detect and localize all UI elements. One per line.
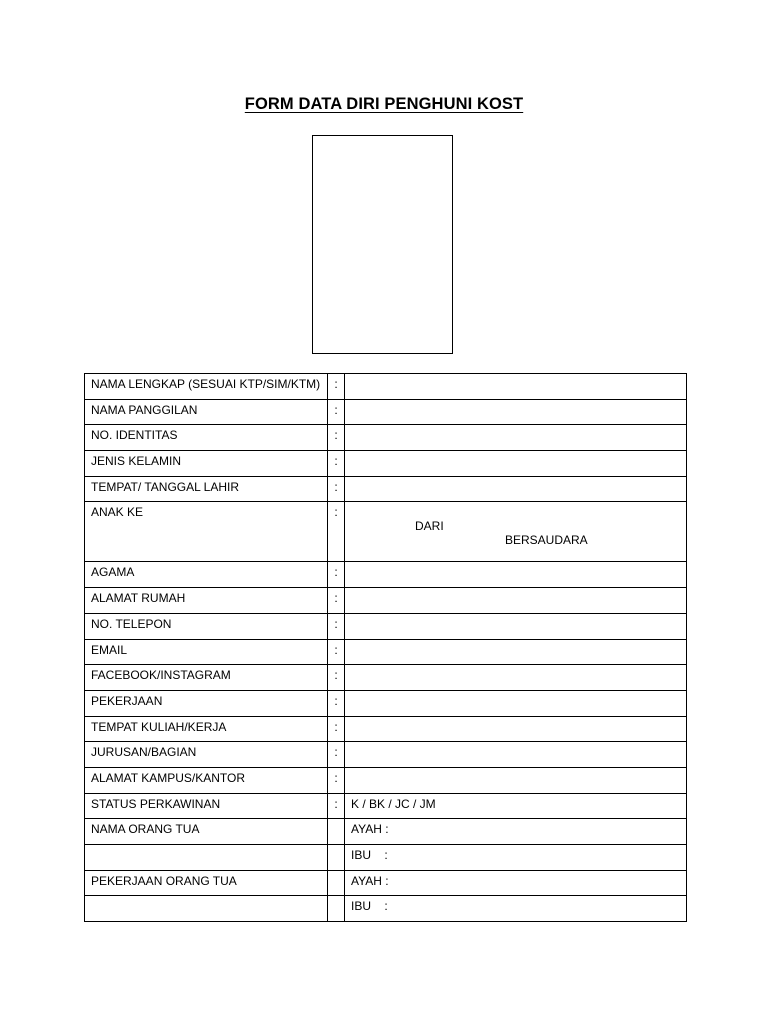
- field-label: NO. TELEPON: [85, 613, 328, 639]
- colon-separator: :: [328, 425, 345, 451]
- personal-data-table: [84, 373, 687, 922]
- field-label: EMAIL: [85, 639, 328, 665]
- table-row: [85, 767, 687, 793]
- table-row: [85, 399, 687, 425]
- field-value[interactable]: [345, 767, 687, 793]
- field-label: STATUS PERKAWINAN: [85, 793, 328, 819]
- colon-separator: :: [328, 502, 345, 562]
- field-label: [85, 845, 328, 871]
- field-value[interactable]: [345, 588, 687, 614]
- colon-separator: :: [328, 374, 345, 400]
- colon-separator: [328, 870, 345, 896]
- field-value[interactable]: [345, 690, 687, 716]
- colon-separator: :: [328, 793, 345, 819]
- colon-separator: :: [328, 562, 345, 588]
- colon-separator: :: [328, 399, 345, 425]
- field-label: NAMA PANGGILAN: [85, 399, 328, 425]
- field-label: TEMPAT/ TANGGAL LAHIR: [85, 476, 328, 502]
- table-row: [85, 502, 687, 562]
- table-row: [85, 716, 687, 742]
- field-label: NAMA ORANG TUA: [85, 819, 328, 845]
- table-row: [85, 425, 687, 451]
- table-row: [85, 690, 687, 716]
- field-value[interactable]: [345, 613, 687, 639]
- field-value[interactable]: [345, 476, 687, 502]
- field-value[interactable]: [345, 562, 687, 588]
- field-value[interactable]: [345, 399, 687, 425]
- field-label: PEKERJAAN: [85, 690, 328, 716]
- table-row: [85, 742, 687, 768]
- field-label: PEKERJAAN ORANG TUA: [85, 870, 328, 896]
- table-row: [85, 588, 687, 614]
- table-row: [85, 793, 687, 819]
- table-row: [85, 476, 687, 502]
- table-row: [85, 896, 687, 922]
- photo-placeholder: [312, 135, 453, 354]
- colon-separator: [328, 819, 345, 845]
- field-value[interactable]: [345, 639, 687, 665]
- colon-separator: :: [328, 742, 345, 768]
- colon-separator: :: [328, 716, 345, 742]
- field-value[interactable]: K / BK / JC / JM: [345, 793, 687, 819]
- field-value[interactable]: [345, 665, 687, 691]
- field-label: ANAK KE: [85, 502, 328, 562]
- dari-label: DARI: [415, 519, 444, 534]
- table-row: [85, 639, 687, 665]
- colon-separator: [328, 896, 345, 922]
- colon-separator: [328, 845, 345, 871]
- field-value[interactable]: AYAH :: [345, 870, 687, 896]
- table-row: [85, 819, 687, 845]
- field-label: ALAMAT RUMAH: [85, 588, 328, 614]
- field-label: JENIS KELAMIN: [85, 451, 328, 477]
- table-row: [85, 613, 687, 639]
- field-label: ALAMAT KAMPUS/KANTOR: [85, 767, 328, 793]
- field-label: AGAMA: [85, 562, 328, 588]
- field-value[interactable]: [345, 742, 687, 768]
- bersaudara-label: BERSAUDARA: [505, 533, 588, 548]
- field-value[interactable]: IBU :: [345, 896, 687, 922]
- colon-separator: :: [328, 639, 345, 665]
- table-row: [85, 845, 687, 871]
- field-label: NO. IDENTITAS: [85, 425, 328, 451]
- field-value[interactable]: IBU :: [345, 845, 687, 871]
- colon-separator: :: [328, 690, 345, 716]
- table-row: [85, 374, 687, 400]
- form-title: FORM DATA DIRI PENGHUNI KOST: [244, 95, 524, 113]
- field-label: NAMA LENGKAP (SESUAI KTP/SIM/KTM): [85, 374, 328, 400]
- colon-separator: :: [328, 476, 345, 502]
- colon-separator: :: [328, 665, 345, 691]
- table-row: [85, 870, 687, 896]
- field-value[interactable]: [345, 425, 687, 451]
- field-value[interactable]: [345, 502, 687, 562]
- field-value[interactable]: [345, 374, 687, 400]
- field-value[interactable]: [345, 451, 687, 477]
- colon-separator: :: [328, 613, 345, 639]
- table-row: [85, 562, 687, 588]
- field-label: FACEBOOK/INSTAGRAM: [85, 665, 328, 691]
- field-value[interactable]: [345, 716, 687, 742]
- table-row: [85, 451, 687, 477]
- field-value[interactable]: AYAH :: [345, 819, 687, 845]
- field-label: TEMPAT KULIAH/KERJA: [85, 716, 328, 742]
- table-row: [85, 665, 687, 691]
- colon-separator: :: [328, 767, 345, 793]
- colon-separator: :: [328, 451, 345, 477]
- field-label: [85, 896, 328, 922]
- colon-separator: :: [328, 588, 345, 614]
- field-label: JURUSAN/BAGIAN: [85, 742, 328, 768]
